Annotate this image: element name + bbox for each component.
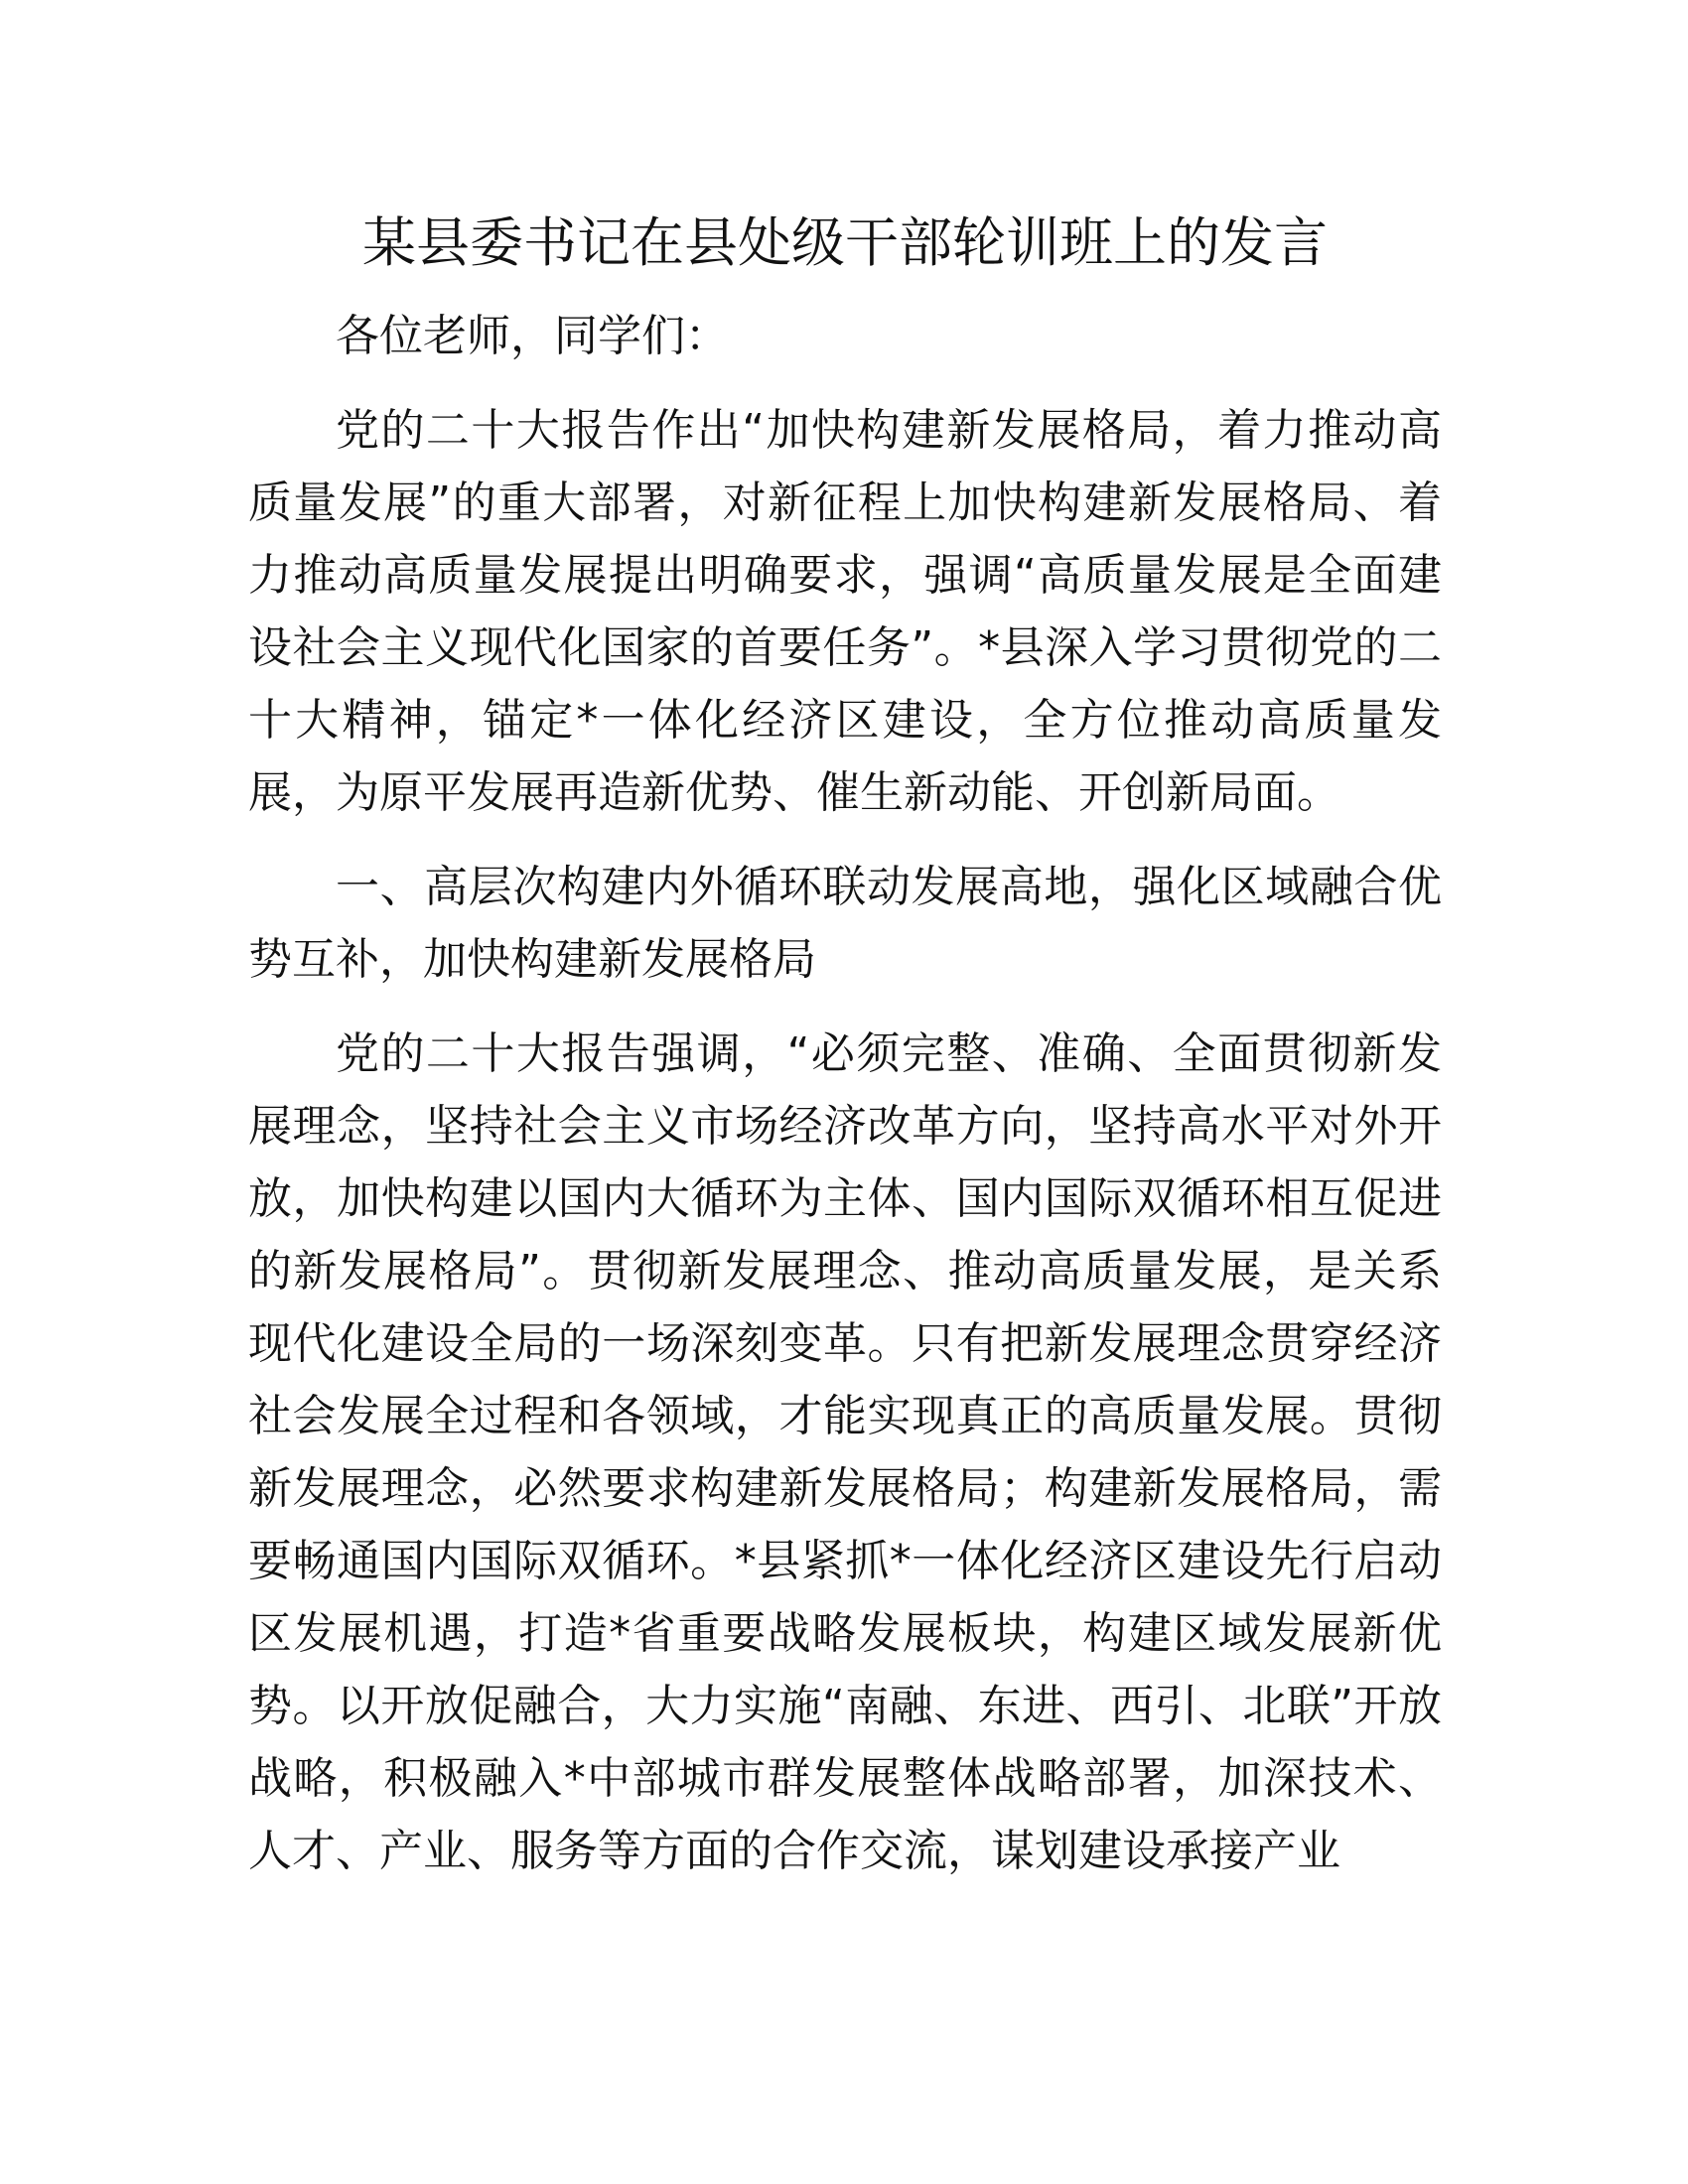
document-title: 某县委书记在县处级干部轮训班上的发言 bbox=[362, 211, 1328, 274]
paragraph-intro: 党的二十大报告作出“加快构建新发展格局，着力推动高质量发展”的重大部署，对新征程上加快构建新发展格局、着力推动高质量发展提出明确要求，强调“高质量发展是全面建设社会主义现代化国家的首要任务”。*县深入学习贯彻党的二十大精神，锚定*一体化经济区建设，全方位推动高质量发展，为原平发展再造新优势、催生新动能、开创新局面。 bbox=[248, 405, 1442, 818]
salutation: 各位老师，同学们： bbox=[336, 311, 729, 361]
paragraph-section-1: 党的二十大报告强调，“必须完整、准确、全面贯彻新发展理念，坚持社会主义市场经济改革方向，坚持高水平对外开放，加快构建以国内大循环为主体、国内国际双循环相互促进的新发展格局”。贯彻新发展理念、推动高质量发展，是关系现代化建设全局的一场深刻变革。只有把新发展理念贯穿经济社会发展全过程和各领域，才能实现真正的高质量发展。贯彻新发展理念，必然要求构建新发展格局；构建新发展格局，需要畅通国内国际双循环。*县紧抓*一体化经济区建设先行启动区发展机遇，打造*省重要战略发展板块，构建区域发展新优势。以开放促融合，大力实施“南融、东进、西引、北联”开放战略，积极融入*中部城市群发展整体战略部署，加深技术、人才、产业、服务等方面的合作交流，谋划建设承接产业 bbox=[248, 1028, 1442, 1876]
document-body bbox=[248, 194, 1442, 1887]
section-heading-1: 一、高层次构建内外循环联动发展高地，强化区域融合优势互补，加快构建新发展格局 bbox=[248, 862, 1442, 985]
